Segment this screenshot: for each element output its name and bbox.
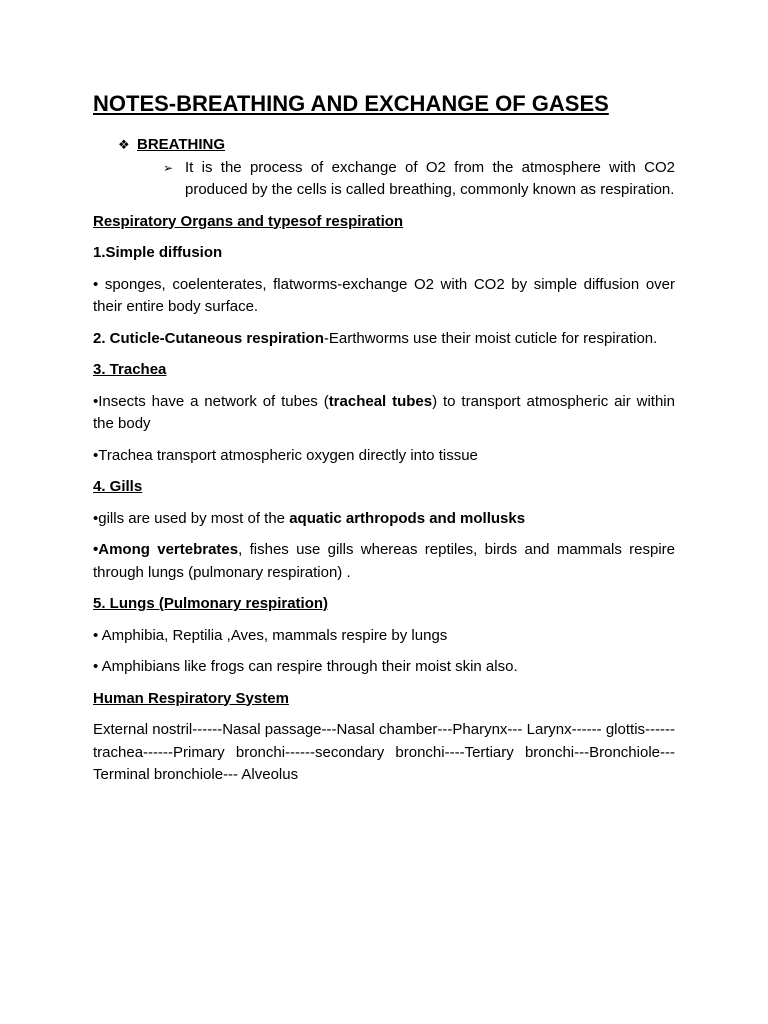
gills-paragraph-1 [93,508,675,531]
arrow-bullet-icon: ➢ [163,160,174,175]
human-respiratory-heading: Human Respiratory System [93,689,289,707]
trachea-paragraph-2: •Trachea transport atmospheric oxygen directly into tissue [93,446,478,464]
gills-p1-pre: •gills are used by most of the [93,509,290,527]
gills-heading: 4. Gills [93,478,143,495]
breathing-definition-text: It is the process of exchange of O2 from the atmosphere with CO2 produced by the cells is called breathing, commonly known as respiration. [185,158,675,198]
trachea-p1-pre: •Insects have a network of tubes ( [93,392,329,410]
respiratory-pathway-text: External nostril------Nasal passage---Nasal chamber---Pharynx--- Larynx------ glottis------trachea------Primary bronchi------secondary bronchi----Tertiary bronchi---Bronchiole---Terminal bronchiole--- Alveolus [93,721,675,783]
page-title: NOTES-BREATHING AND EXCHANGE OF GASES [93,91,609,116]
gills-p2-bold: •Among vertebrates [93,541,239,558]
simple-diffusion-text: • sponges, coelenterates, flatworms-exchange O2 with CO2 by simple diffusion over their entire body surface. [93,275,675,315]
cutaneous-heading: 2. Cuticle-Cutaneous respiration [93,329,324,347]
trachea-paragraph-1 [93,391,675,436]
gills-paragraph-2 [93,539,675,584]
trachea-p1-post: ) to transport atmospheric air within the body [93,392,675,432]
diamond-bullet-icon: ❖ [118,137,130,152]
cutaneous-text: -Earthworms use their moist cuticle for respiration. [323,329,658,347]
lungs-paragraph-2: • Amphibians like frogs can respire through their moist skin also. [93,658,518,675]
trachea-p1-bold: tracheal tubes [328,392,433,410]
cutaneous-paragraph [93,328,675,351]
breathing-label: BREATHING [137,136,226,153]
simple-diffusion-heading: 1.Simple diffusion [93,244,223,261]
organs-heading: Respiratory Organs and typesof respiration [93,212,404,230]
lungs-heading: 5. Lungs (Pulmonary respiration) [93,595,329,612]
breathing-heading [93,134,675,157]
gills-p1-bold: aquatic arthropods and mollusks [289,509,526,527]
document-content [93,88,675,796]
lungs-paragraph-1: • Amphibia, Reptilia ,Aves, mammals respire by lungs [93,626,448,644]
breathing-definition [93,157,675,202]
gills-p2-rest: , fishes use gills whereas reptiles, birds and mammals respire through lungs (pulmonary respiration) . [93,541,675,581]
trachea-heading: 3. Trachea [93,361,167,378]
